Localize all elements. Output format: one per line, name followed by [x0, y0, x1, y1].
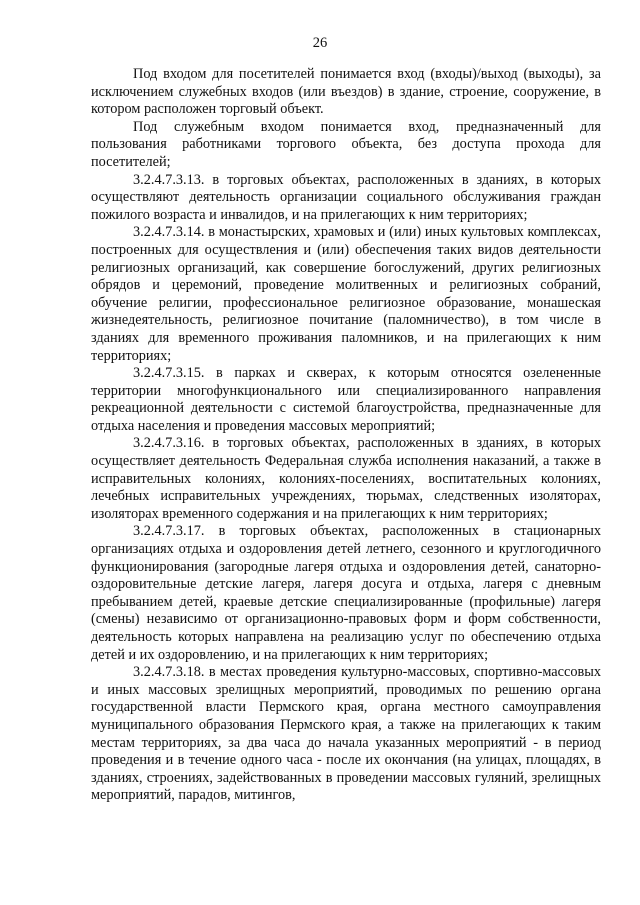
- document-body: [91, 66, 601, 805]
- paragraph-3-2-4-7-3-14: 3.2.4.7.3.14. в монастырских, храмовых и (или) иных культовых комплексах, построенных для осуществления и (или) обеспечения таких видов деятельности религиозных организаций, как совершение богослужений, других религиозных обрядов и церемоний, проведение молитвенных и религиозных собраний, обучение религии, профессиональное религиозное образование, монашеская жизнедеятельность, религиозное почитание (паломничество), в том числе в зданиях для временного проживания паломников, и на прилегающих к ним территориях;: [91, 224, 601, 364]
- paragraph-3-2-4-7-3-18: 3.2.4.7.3.18. в местах проведения культурно-массовых, спортивно-массовых и иных массовых зрелищных мероприятий, проводимых по решению органа государственной власти Пермского края, органа местного самоуправления муниципального образования Пермского края, а также на прилегающих к таким местам территориях, за два часа до начала указанных мероприятий - в период проведения и в течение одного часа - после их окончания (на улицах, площадях, в зданиях, строениях, задействованных в проведении массовых гуляний, зрелищных мероприятий, парадов, митингов,: [91, 664, 601, 804]
- paragraph-3-2-4-7-3-16: 3.2.4.7.3.16. в торговых объектах, расположенных в зданиях, в которых осуществляет деятельность Федеральная служба исполнения наказаний, а также в исправительных колониях, колониях-поселениях, воспитательных колониях, лечебных исправительных учреждениях, тюрьмах, следственных изоляторах, изоляторах временного содержания и на прилегающих к ним территориях;: [91, 435, 601, 522]
- paragraph-3-2-4-7-3-15: 3.2.4.7.3.15. в парках и скверах, к которым относятся озелененные территории многофункционального или специализированного направления рекреационной деятельности с системой благоустройства, предназначенные для отдыха населения и проведения массовых мероприятий;: [91, 365, 601, 434]
- paragraph-service-entrance: Под служебным входом понимается вход, предназначенный для пользования работниками торгового объекта, без доступа прохода для посетителей;: [91, 118, 601, 170]
- page-number: 26: [312, 35, 328, 51]
- paragraph-3-2-4-7-3-13: 3.2.4.7.3.13. в торговых объектах, расположенных в зданиях, в которых осуществляют деятельность организации социального обслуживания граждан пожилого возраста и инвалидов, и на прилегающих к ним территориях;: [91, 171, 601, 223]
- paragraph-visitor-entrance: Под входом для посетителей понимается вход (входы)/выход (выходы), за исключением служебных входов (или въездов) в здание, строение, сооружение, в котором расположен торговый объект.: [91, 66, 601, 118]
- paragraph-3-2-4-7-3-17: 3.2.4.7.3.17. в торговых объектах, расположенных в стационарных организациях отдыха и оздоровления детей летнего, сезонного и круглогодичного функционирования (загородные лагеря отдыха и оздоровления детей, санаторно-оздоровительные детские лагеря, лагеря досуга и отдыха, лагеря с дневным пребыванием детей, краевые детские специализированные (профильные) лагеря (смены) независимо от организационно-правовых форм и форм собственности, деятельность которых направлена на реализацию услуг по обеспечению отдыха детей и их оздоровлению, и на прилегающих к ним территориях;: [91, 523, 601, 663]
